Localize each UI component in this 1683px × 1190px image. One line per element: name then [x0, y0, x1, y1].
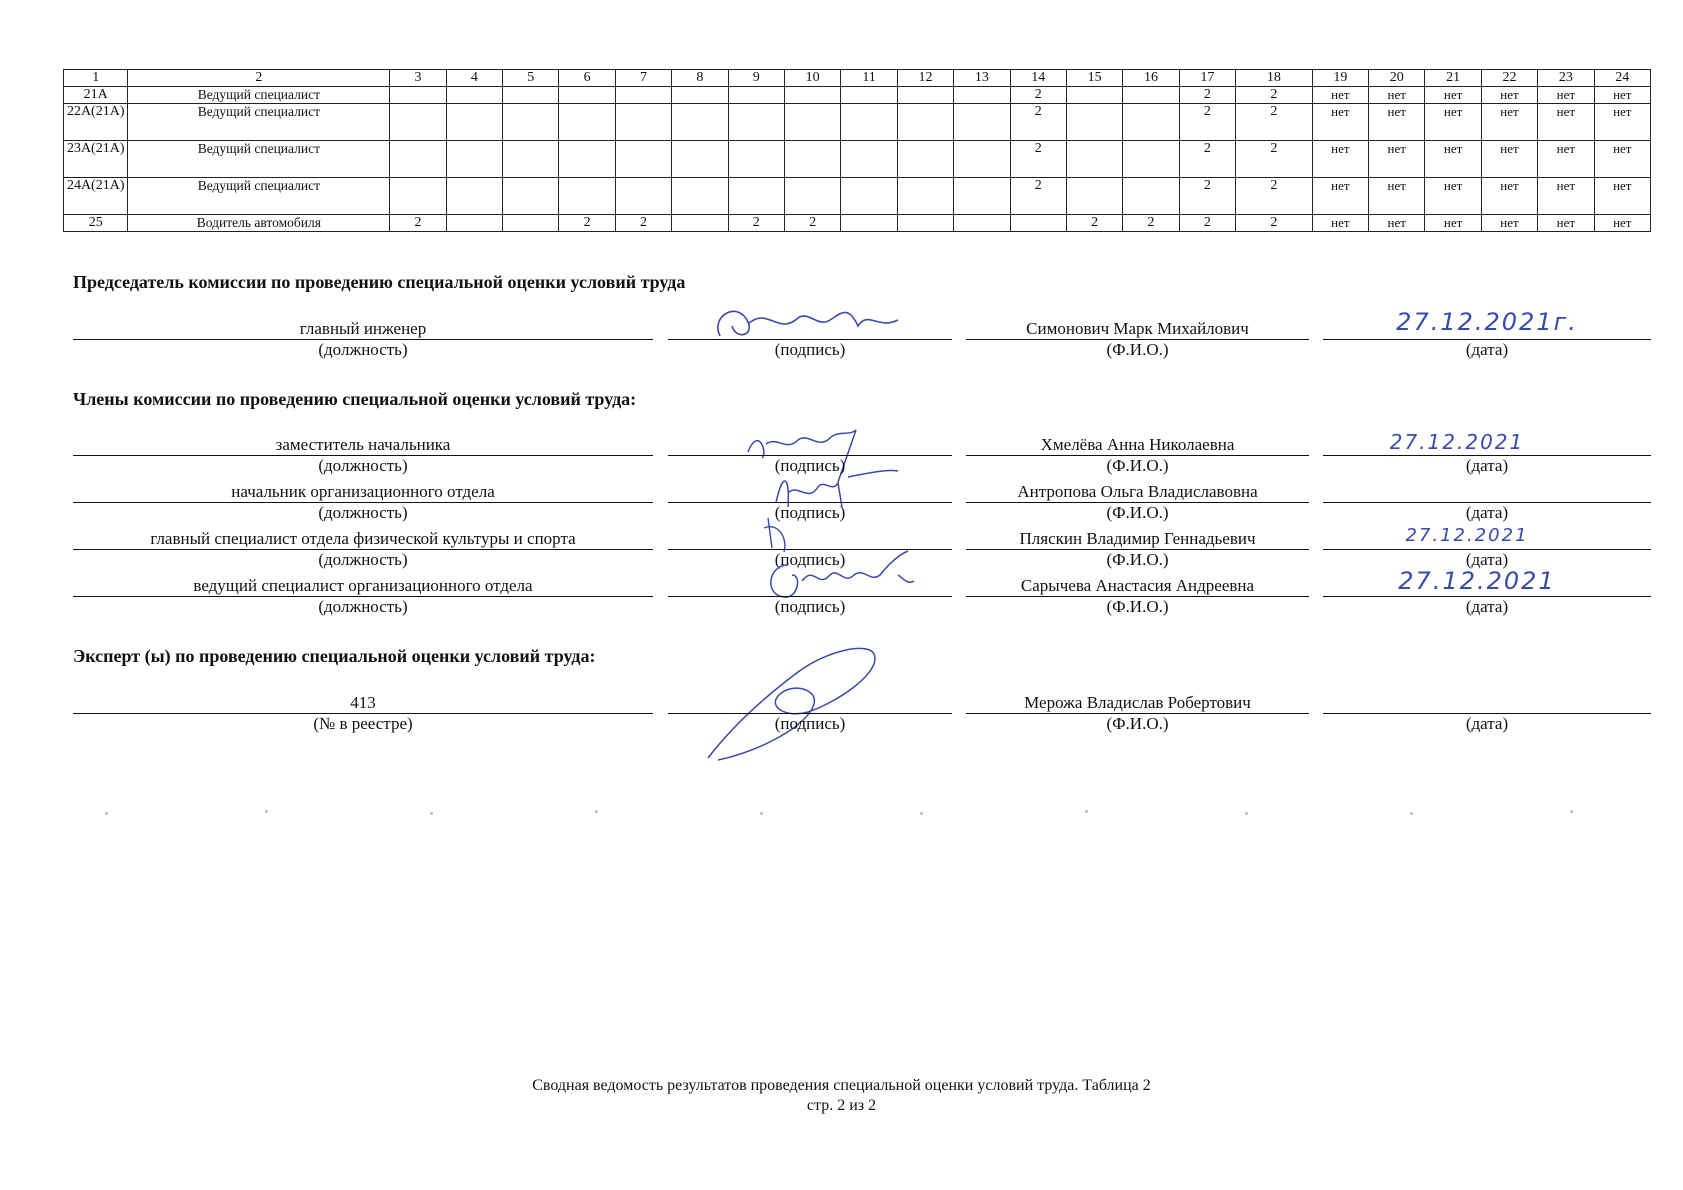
scan-speck: [105, 812, 108, 815]
fio-value: Симонович Марк Михайлович: [1026, 319, 1249, 338]
caption-position: (должность): [318, 456, 408, 475]
signature-field: [668, 318, 952, 340]
row-position: Водитель автомобиля: [128, 215, 390, 232]
fio-value: Антропова Ольга Владиславовна: [1017, 482, 1258, 501]
scan-speck: [760, 812, 763, 815]
cell: нет: [1425, 178, 1481, 215]
cell: 2: [1236, 104, 1313, 141]
cell: нет: [1425, 141, 1481, 178]
cell: [954, 215, 1010, 232]
cell: [390, 87, 446, 104]
cell: нет: [1369, 141, 1425, 178]
scan-speck: [265, 810, 268, 813]
cell: нет: [1312, 215, 1368, 232]
footer-title: Сводная ведомость результатов проведения специальной оценки условий труда. Таблица 2: [532, 1077, 1151, 1094]
cell: 2: [1010, 87, 1066, 104]
cell: [503, 141, 559, 178]
cell: [672, 178, 728, 215]
row-number: 23А(21А): [64, 141, 128, 178]
position-value: начальник организационного отдела: [231, 482, 495, 501]
caption-registry: (№ в реестре): [313, 714, 413, 733]
position-value: ведущий специалист организационного отдела: [193, 576, 533, 595]
fio-field: [966, 692, 1309, 714]
cell: [728, 141, 784, 178]
cell: нет: [1594, 215, 1650, 232]
cell: [1010, 215, 1066, 232]
caption-date: (дата): [1465, 456, 1509, 475]
scan-speck: [920, 812, 923, 815]
row-number: 21A: [64, 87, 128, 104]
cell: [1066, 87, 1122, 104]
caption-signature: (подпись): [774, 503, 846, 522]
cell: 2: [784, 215, 840, 232]
col-header: 18: [1236, 70, 1313, 87]
fio-field: [966, 528, 1309, 550]
cell: 2: [1179, 178, 1235, 215]
cell: нет: [1481, 178, 1537, 215]
col-header: 13: [954, 70, 1010, 87]
fio-value: Хмелёва Анна Николаевна: [1040, 435, 1235, 454]
position-field: [73, 481, 653, 503]
caption-position: (должность): [318, 550, 408, 569]
cell: нет: [1538, 87, 1594, 104]
scan-speck: [1245, 812, 1248, 815]
date-field: [1323, 481, 1651, 503]
caption-position: (должность): [318, 503, 408, 522]
date-value: 27.12.2021: [1405, 525, 1529, 546]
col-header: 11: [841, 70, 897, 87]
cell: [954, 178, 1010, 215]
date-field: [1323, 525, 1651, 550]
cell: [615, 87, 671, 104]
caption-fio: (Ф.И.О.): [1106, 456, 1169, 475]
cell: 2: [615, 215, 671, 232]
caption-position: (должность): [318, 340, 408, 359]
signature-field: [668, 481, 952, 503]
cell: нет: [1369, 87, 1425, 104]
cell: [446, 178, 502, 215]
fio-field: [966, 575, 1309, 597]
cell: [672, 87, 728, 104]
fio-value: Сарычева Анастасия Андреевна: [1020, 576, 1255, 595]
cell: [784, 104, 840, 141]
cell: нет: [1594, 178, 1650, 215]
scan-speck: [1085, 810, 1088, 813]
chairman-signature-row: [73, 308, 1651, 362]
caption-fio: (Ф.И.О.): [1106, 714, 1169, 733]
cell: [1123, 141, 1179, 178]
table-row: [64, 87, 1651, 104]
cell: [446, 104, 502, 141]
cell: 2: [1236, 87, 1313, 104]
cell: [503, 178, 559, 215]
cell: 2: [1123, 215, 1179, 232]
cell: [672, 141, 728, 178]
page-number: стр. 2 из 2: [806, 1097, 877, 1114]
row-position: Ведущий специалист: [128, 178, 390, 215]
col-header: 23: [1538, 70, 1594, 87]
col-header: 21: [1425, 70, 1481, 87]
caption-fio: (Ф.И.О.): [1106, 340, 1169, 359]
expert-heading: Эксперт (ы) по проведению специальной оценки условий труда:: [73, 646, 596, 666]
caption-date: (дата): [1465, 340, 1509, 359]
date-field: [1323, 430, 1651, 456]
scan-speck: [595, 810, 598, 813]
cell: [615, 104, 671, 141]
table-row: [64, 141, 1651, 178]
cell: [784, 141, 840, 178]
col-header: 3: [390, 70, 446, 87]
table-header-row: [64, 70, 1651, 87]
cell: нет: [1369, 178, 1425, 215]
results-table: [63, 69, 1651, 232]
position-value: главный специалист отдела физической культуры и спорта: [150, 529, 576, 548]
cell: 2: [1066, 215, 1122, 232]
signature-field: [668, 692, 952, 714]
row-position: Ведущий специалист: [128, 104, 390, 141]
cell: [784, 87, 840, 104]
fio-value: Пляскин Владимир Геннадьевич: [1019, 529, 1256, 548]
col-header: 24: [1594, 70, 1650, 87]
cell: [897, 87, 953, 104]
col-header: 15: [1066, 70, 1122, 87]
caption-fio: (Ф.И.О.): [1106, 550, 1169, 569]
col-header: 5: [503, 70, 559, 87]
date-value: 27.12.2021: [1398, 567, 1556, 595]
cell: [1123, 87, 1179, 104]
cell: [559, 87, 615, 104]
row-number: 22А(21А): [64, 104, 128, 141]
cell: нет: [1594, 87, 1650, 104]
table-row: [64, 104, 1651, 141]
cell: [390, 178, 446, 215]
cell: нет: [1538, 104, 1594, 141]
col-header: 8: [672, 70, 728, 87]
cell: [503, 104, 559, 141]
scan-speck: [1410, 812, 1413, 815]
caption-signature: (подпись): [774, 340, 846, 359]
row-number: 25: [64, 215, 128, 232]
cell: 2: [1236, 141, 1313, 178]
cell: нет: [1481, 104, 1537, 141]
row-number: 24А(21А): [64, 178, 128, 215]
cell: [446, 87, 502, 104]
cell: [1066, 178, 1122, 215]
position-field: [73, 434, 653, 456]
caption-date: (дата): [1465, 550, 1509, 569]
fio-field: [966, 481, 1309, 503]
cell: 2: [1179, 141, 1235, 178]
cell: нет: [1369, 215, 1425, 232]
cell: [954, 87, 1010, 104]
col-header: 7: [615, 70, 671, 87]
signature-image: [698, 642, 898, 772]
cell: [897, 141, 953, 178]
registry-value: 413: [350, 693, 376, 712]
col-header: 17: [1179, 70, 1235, 87]
cell: [672, 215, 728, 232]
cell: 2: [1236, 178, 1313, 215]
members-heading: Члены комиссии по проведению специальной оценки условий труда:: [73, 389, 637, 409]
cell: нет: [1538, 178, 1594, 215]
fio-field: [966, 434, 1309, 456]
cell: [784, 178, 840, 215]
date-field: [1323, 308, 1651, 340]
position-field: [73, 575, 653, 597]
caption-date: (дата): [1465, 597, 1509, 616]
cell: нет: [1312, 141, 1368, 178]
expert-signature-row: [73, 692, 1651, 736]
cell: [841, 104, 897, 141]
cell: [503, 87, 559, 104]
col-header: 4: [446, 70, 502, 87]
col-header: 12: [897, 70, 953, 87]
cell: [954, 104, 1010, 141]
col-header: 16: [1123, 70, 1179, 87]
cell: нет: [1369, 104, 1425, 141]
cell: [559, 141, 615, 178]
cell: нет: [1425, 104, 1481, 141]
date-field: [1323, 567, 1651, 597]
col-header: 22: [1481, 70, 1537, 87]
member-signature-row: [73, 567, 1651, 619]
col-header: 2: [128, 70, 390, 87]
date-value: 27.12.2021: [1389, 430, 1525, 454]
cell: 2: [1179, 87, 1235, 104]
cell: 2: [390, 215, 446, 232]
caption-signature: (подпись): [774, 714, 846, 733]
cell: [728, 178, 784, 215]
signature-field: [668, 434, 952, 456]
col-header: 1: [64, 70, 128, 87]
cell: [897, 215, 953, 232]
cell: [954, 141, 1010, 178]
row-position: Ведущий специалист: [128, 87, 390, 104]
table-row: [64, 178, 1651, 215]
cell: 2: [728, 215, 784, 232]
caption-signature: (подпись): [774, 597, 846, 616]
cell: нет: [1312, 87, 1368, 104]
cell: нет: [1425, 215, 1481, 232]
registry-field: [73, 692, 653, 714]
cell: [728, 104, 784, 141]
cell: [841, 178, 897, 215]
cell: [615, 178, 671, 215]
cell: 2: [1010, 141, 1066, 178]
cell: 2: [1010, 104, 1066, 141]
cell: 2: [1010, 178, 1066, 215]
cell: нет: [1312, 104, 1368, 141]
caption-signature: (подпись): [774, 550, 846, 569]
cell: 2: [1179, 104, 1235, 141]
cell: [1066, 104, 1122, 141]
caption-fio: (Ф.И.О.): [1106, 597, 1169, 616]
fio-value: Мерожа Владислав Робертович: [1024, 693, 1251, 712]
cell: [559, 178, 615, 215]
signature-field: [668, 575, 952, 597]
date-field: [1323, 692, 1651, 714]
cell: [446, 141, 502, 178]
cell: [615, 141, 671, 178]
chairman-heading: Председатель комиссии по проведению специальной оценки условий труда: [73, 272, 686, 292]
col-header: 10: [784, 70, 840, 87]
cell: нет: [1425, 87, 1481, 104]
scan-speck: [430, 812, 433, 815]
cell: [390, 104, 446, 141]
cell: нет: [1481, 215, 1537, 232]
col-header: 14: [1010, 70, 1066, 87]
cell: [1066, 141, 1122, 178]
cell: [897, 178, 953, 215]
cell: 2: [559, 215, 615, 232]
cell: [897, 104, 953, 141]
cell: нет: [1594, 141, 1650, 178]
cell: [390, 141, 446, 178]
row-position: Ведущий специалист: [128, 141, 390, 178]
cell: [503, 215, 559, 232]
caption-date: (дата): [1465, 503, 1509, 522]
cell: нет: [1481, 141, 1537, 178]
cell: [1123, 178, 1179, 215]
fio-field: [966, 318, 1309, 340]
cell: [841, 87, 897, 104]
cell: нет: [1594, 104, 1650, 141]
cell: [672, 104, 728, 141]
cell: [728, 87, 784, 104]
cell: нет: [1538, 215, 1594, 232]
caption-position: (должность): [318, 597, 408, 616]
position-value: главный инженер: [299, 319, 427, 338]
date-value: 27.12.2021г.: [1396, 308, 1578, 336]
cell: [559, 104, 615, 141]
col-header: 19: [1312, 70, 1368, 87]
cell: [446, 215, 502, 232]
caption-signature: (подпись): [774, 456, 846, 475]
scan-speck: [1570, 810, 1573, 813]
position-value: заместитель начальника: [275, 435, 451, 454]
cell: нет: [1481, 87, 1537, 104]
col-header: 20: [1369, 70, 1425, 87]
cell: нет: [1538, 141, 1594, 178]
col-header: 9: [728, 70, 784, 87]
cell: нет: [1312, 178, 1368, 215]
cell: [841, 141, 897, 178]
table-row: [64, 215, 1651, 232]
caption-date: (дата): [1465, 714, 1509, 733]
caption-fio: (Ф.И.О.): [1106, 503, 1169, 522]
cell: 2: [1179, 215, 1235, 232]
position-field: [73, 528, 653, 550]
cell: [1123, 104, 1179, 141]
cell: [841, 215, 897, 232]
cell: 2: [1236, 215, 1313, 232]
col-header: 6: [559, 70, 615, 87]
position-field: [73, 318, 653, 340]
